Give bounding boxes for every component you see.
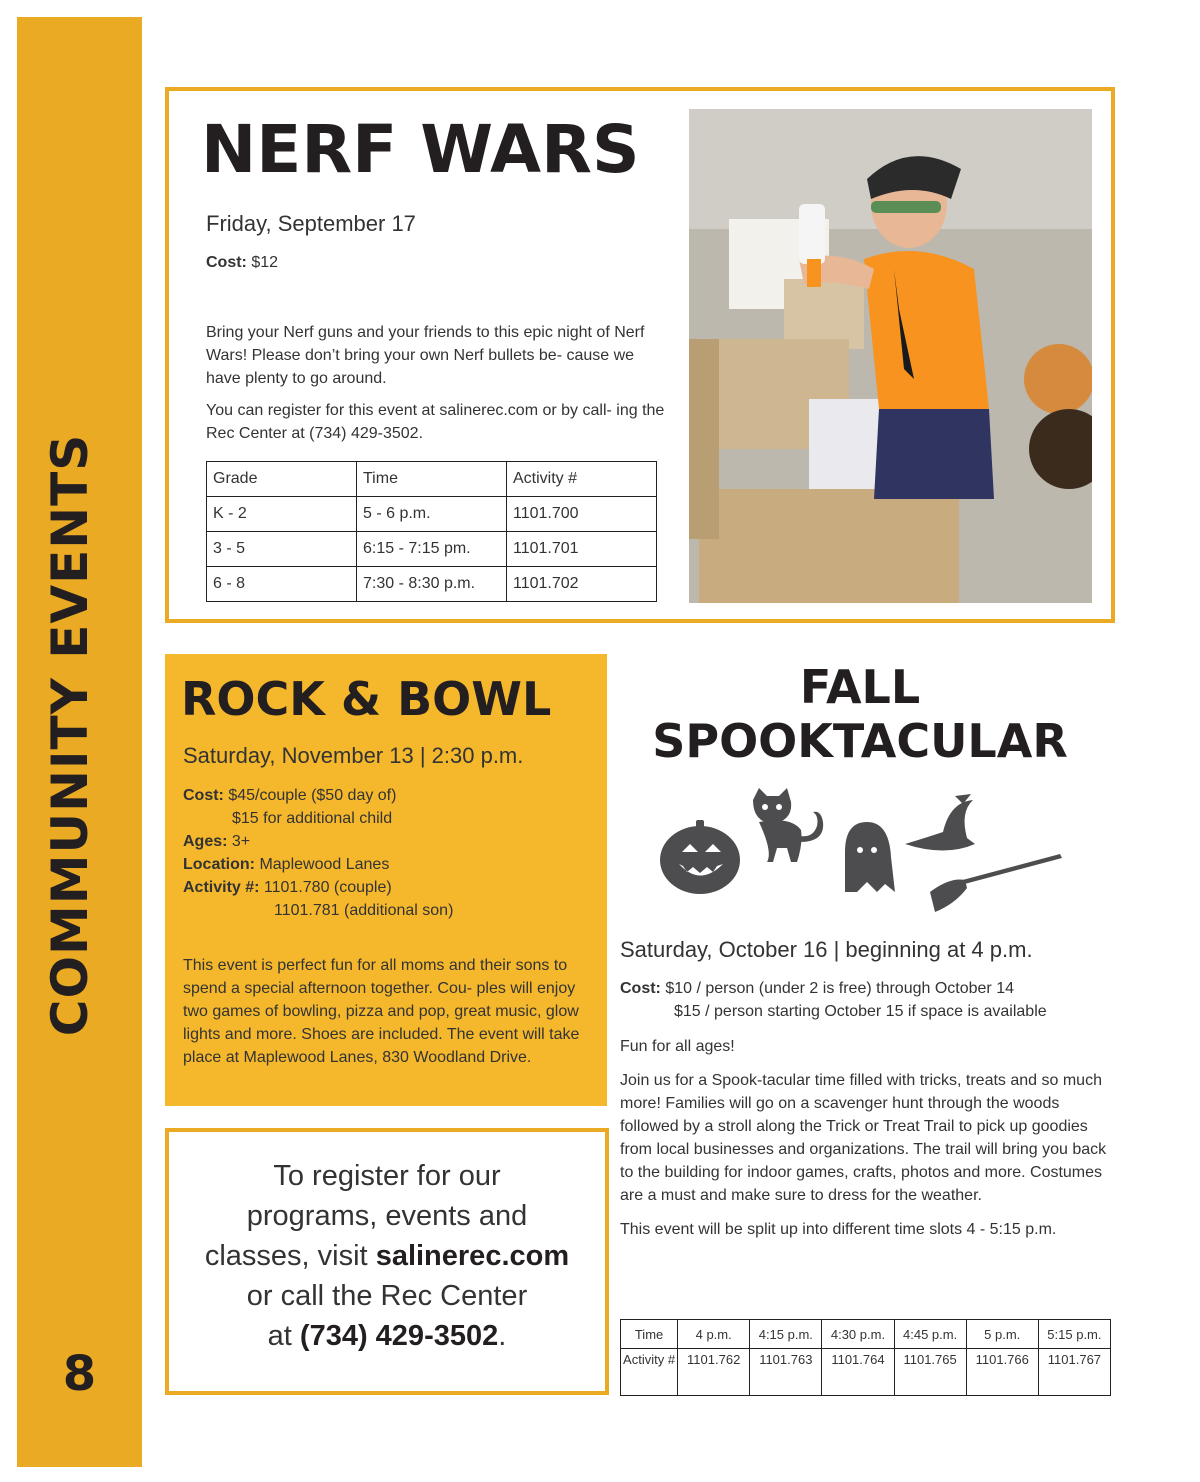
nerf-description: [206, 321, 668, 454]
register-line: To register for our: [273, 1160, 501, 1192]
table-cell: 1101.766: [966, 1349, 1038, 1396]
section-title: COMMUNITY EVENTS: [41, 433, 99, 1037]
nerf-date: Friday, September 17: [206, 211, 416, 236]
table-cell: 6:15 - 7:15 pm.: [357, 532, 507, 567]
table-cell: 1101.765: [894, 1349, 966, 1396]
table-cell: 4:45 p.m.: [894, 1320, 966, 1349]
rock-activity-extra: 1101.781 (additional son): [274, 902, 454, 919]
halloween-icons: [655, 782, 1070, 922]
fall-split: This event will be split up into different time slots 4 - 5:15 p.m.: [620, 1221, 1057, 1238]
broom-icon: [930, 854, 1062, 912]
phone-number: (734) 429-3502: [299, 1320, 499, 1352]
fall-details: Join us for a Spook-tacular time filled with tricks, treats and so much more! Families will go on a scavenger hunt through the woods followed by a stroll along the Trick or Treat Trail to pick up goodies from local businesses and organizations. The trail will bring you back to the building for indoor games, crafts, photos and more. Costumes are a must and make sure to dress for the weather.: [620, 1072, 1107, 1204]
table-row: [207, 532, 657, 567]
table-header: Time: [357, 462, 507, 497]
table-cell: 1101.700: [507, 497, 657, 532]
table-cell: 1101.701: [507, 532, 657, 567]
register-box: [165, 1128, 609, 1395]
register-line: at (734) 429-3502.: [267, 1320, 507, 1352]
register-text: [169, 1156, 605, 1356]
nerf-title: NERF WARS: [201, 111, 640, 188]
table-cell: 3 - 5: [207, 532, 357, 567]
fall-fun: Fun for all ages!: [620, 1038, 735, 1055]
table-cell: 4 p.m.: [678, 1320, 750, 1349]
table-cell: 5:15 p.m.: [1038, 1320, 1110, 1349]
table-header-row: [207, 462, 657, 497]
black-cat-icon: [753, 788, 823, 862]
table-cell: 4:15 p.m.: [750, 1320, 822, 1349]
rock-and-bowl-box: [165, 654, 607, 1106]
nerf-cost: Cost: $12: [206, 254, 279, 271]
rock-title: ROCK & BOWL: [181, 672, 552, 726]
table-header: Activity #: [507, 462, 657, 497]
table-cell: 1101.764: [822, 1349, 894, 1396]
table-row: [207, 497, 657, 532]
fall-date: Saturday, October 16 | beginning at 4 p.m.: [620, 937, 1033, 962]
table-cell: 1101.762: [678, 1349, 750, 1396]
table-cell: 5 p.m.: [966, 1320, 1038, 1349]
ghost-icon: [845, 822, 895, 892]
table-row: [621, 1320, 1111, 1349]
table-cell: K - 2: [207, 497, 357, 532]
table-cell: 1101.767: [1038, 1349, 1110, 1396]
fall-cost: [620, 977, 1047, 1023]
fall-description: [620, 1035, 1110, 1252]
table-cell: 7:30 - 8:30 p.m.: [357, 567, 507, 602]
rock-details: [183, 784, 453, 922]
nerf-wars-box: [165, 87, 1115, 623]
table-row: [621, 1349, 1111, 1396]
table-cell: 6 - 8: [207, 567, 357, 602]
table-cell: 4:30 p.m.: [822, 1320, 894, 1349]
fall-title: [610, 660, 1110, 768]
register-line: or call the Rec Center: [246, 1280, 528, 1312]
fall-title-line: SPOOKTACULAR: [652, 714, 1068, 768]
rock-description: This event is perfect fun for all moms and their sons to spend a special afternoon together. Cou- ples will enjoy two games of bowling, pizza and pop, great music, glow lights and more. Shoes are included. The event will take place at Maplewood Lanes, 830 Woodland Drive.: [183, 957, 580, 1066]
rock-location: Location: Maplewood Lanes: [183, 856, 390, 873]
jack-o-lantern-icon: [660, 820, 740, 894]
rock-cost-extra: $15 for additional child: [232, 810, 393, 827]
website-link[interactable]: salinerec.com: [375, 1240, 570, 1272]
rock-ages: Ages: 3+: [183, 833, 251, 850]
nerf-photo: [689, 109, 1092, 603]
table-header: Grade: [207, 462, 357, 497]
page-number: 8: [62, 1346, 97, 1402]
rock-date: Saturday, November 13 | 2:30 p.m.: [183, 743, 524, 768]
register-line: programs, events and: [246, 1200, 528, 1232]
fall-schedule-table: [620, 1319, 1111, 1396]
table-row: [207, 567, 657, 602]
fall-cost-line: Cost: $10 / person (under 2 is free) through October 14: [620, 980, 1014, 997]
table-cell: 5 - 6 p.m.: [357, 497, 507, 532]
table-header: Time: [621, 1320, 678, 1349]
witch-hat-icon: [905, 794, 975, 851]
nerf-schedule-table: [206, 461, 657, 602]
nerf-desc-paragraph: Bring your Nerf guns and your friends to this epic night of Nerf Wars! Please don’t bring your own Nerf bullets be- cause we have plenty to go around.: [206, 324, 645, 387]
nerf-register-paragraph: You can register for this event at salinerec.com or by call- ing the Rec Center at (734) 429-3502.: [206, 402, 665, 442]
table-header: Activity #: [621, 1349, 678, 1396]
rock-activity: Activity #: 1101.780 (couple): [183, 879, 392, 896]
rock-cost: Cost: $45/couple ($50 day of): [183, 787, 397, 804]
fall-title-line: FALL: [799, 660, 921, 714]
table-cell: 1101.702: [507, 567, 657, 602]
table-cell: 1101.763: [750, 1349, 822, 1396]
register-line: classes, visit salinerec.com: [204, 1240, 570, 1272]
fall-cost-extra: $15 / person starting October 15 if space is available: [674, 1003, 1047, 1020]
